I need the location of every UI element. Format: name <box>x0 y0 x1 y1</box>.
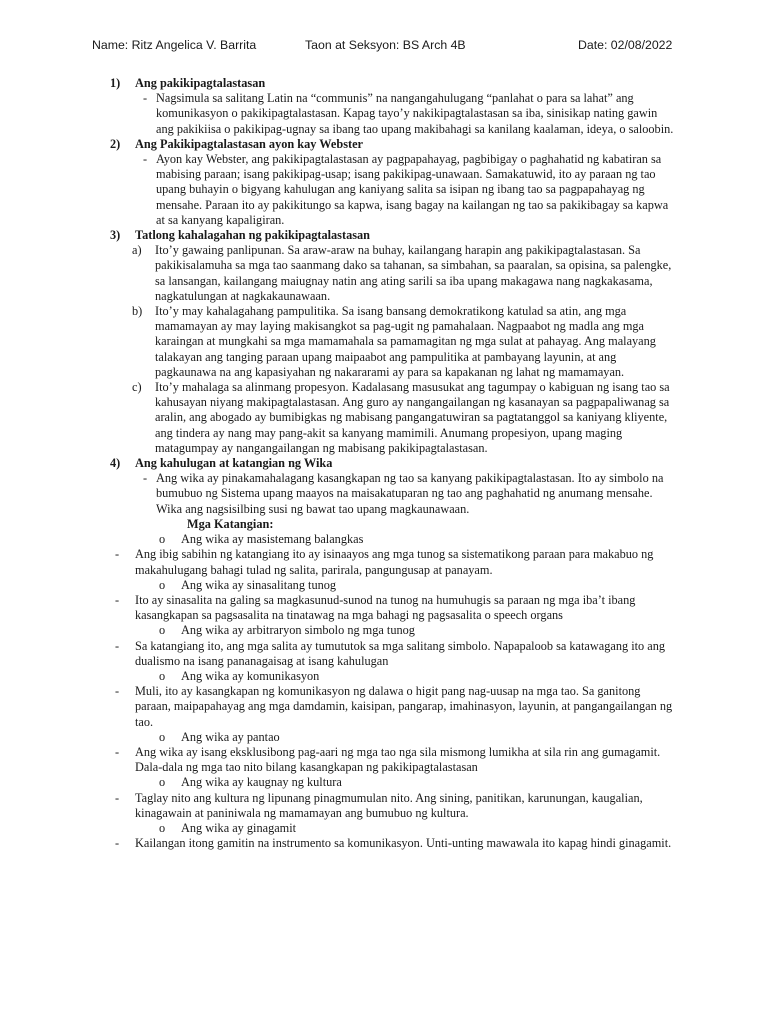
section-paragraph <box>143 471 676 517</box>
item-text: Ito’y may kahalagahang pampulitika. Sa isang bansang demokratikong katulad sa atin, ang mga mamamayan ay may laying makisangkot sa pag-ugit ng pamahalaan. Nagpaabot ng madla ang mga karaingan at mungkahi sa mga mamamahala sa pamamagitan ng mga sulat at pahayag. Ang malayang talakayan ang tanging paraan upang maipaabot ang pampulitika at pambayang layunin, at ang pagkaunawa na ang kapasiyahan ng nakararami ay para sa kapakanan ng lahat ng mamamayan. <box>155 304 656 379</box>
section-heading <box>110 228 768 243</box>
section-heading <box>110 136 768 152</box>
dash-bullet: - <box>143 91 148 106</box>
section-heading <box>110 76 768 91</box>
characteristic-title <box>159 532 676 547</box>
lettered-item <box>132 304 676 380</box>
description-text: Sa katangiang ito, ang mga salita ay tumututok sa mga salitang simbolo. Napapaloob sa katawagang ito ang dualismo na isang pananagaisag at isang kahulugan <box>135 638 666 668</box>
characteristic-text: Ang wika ay sinasalitang tunog <box>181 577 337 592</box>
description-text: Ang wika ay isang eksklusibong pag-aari ng mga tao nga sila mismong lumikha at sila rin ang gumagamit. Dala-dala ng mga tao nito bilang kasangkapan ng pakikipagtalastasan <box>135 744 661 775</box>
section-paragraph <box>143 152 676 228</box>
year-section: Taon at Seksyon: BS Arch 4B <box>305 38 466 52</box>
characteristic-text: Ang wika ay ginagamit <box>181 820 297 835</box>
section-title: Ang kahulugan at katangian ng Wika <box>135 456 333 471</box>
characteristic-title <box>159 577 676 593</box>
characteristic-text: Ang wika ay masistemang balangkas <box>181 532 364 547</box>
item-text: Ito’y mahalaga sa alinmang propesyon. Kadalasang masusukat ang tagumpay o kabiguan ng isang tao sa kahusayan niyang makipagtalastasan. Ang guro ay nangangailangan ng kasanayan sa pagpapaliwanag sa aralin, ang abogado ay bumibigkas ng mabisang pangangatuwiran sa pagtatanggol sa kaniyang kliyente, ang tindera ay nang may pang-akit sa kanyang mamimili. Anumang propesiyon, upang maging matagumpay ay nangangailangan ng mabisang pakikipagtalastasan. <box>155 380 670 455</box>
dash-bullet: - <box>115 744 120 759</box>
dash-bullet: - <box>115 790 120 805</box>
section-heading <box>110 456 768 471</box>
characteristic-title <box>159 775 676 790</box>
characteristic-description <box>115 547 676 577</box>
item-letter: b) <box>132 304 143 319</box>
section-title: Tatlong kahalagahan ng pakikipagtalastasan <box>135 228 370 243</box>
section-title: Ang Pakikipagtalastasan ayon kay Webster <box>135 136 363 151</box>
student-name: Name: Ritz Angelica V. Barrita <box>92 38 257 52</box>
item-letter: c) <box>132 380 142 395</box>
document-header <box>0 38 768 54</box>
characteristic-text: Ang wika ay arbitraryon simbolo ng mga tunog <box>181 623 415 638</box>
characteristic-title <box>159 729 676 745</box>
dash-bullet: - <box>143 471 148 486</box>
section-number: 4) <box>110 456 121 471</box>
subheading <box>156 517 768 532</box>
section-title: Ang pakikipagtalastasan <box>135 76 266 90</box>
lettered-item <box>132 380 676 456</box>
circle-bullet: o <box>159 623 166 638</box>
characteristic-title <box>159 623 676 638</box>
section-number: 2) <box>110 136 121 151</box>
characteristic-description <box>115 638 676 669</box>
description-text: Ito ay sinasalita na galing sa magkasunud-sunod na tunog na humuhugis sa paraan ng mga iba’t ibang kasangkapan sa pagsasalita na tinatawag na mga bahagi ng pagsasalita o speech organs <box>135 592 636 623</box>
characteristic-description <box>115 744 676 775</box>
paragraph-text: Ayon kay Webster, ang pakikipagtalastasan ay pagpapahayag, pagbibigay o paghahatid ng kabatiran sa mabising paraan; isang pakikipag-usap; isang pakikipag-unawaan. Samakatuwid, ito ay paraan ng tao upang buhayin o bigyang kahulugan ang kaniyang salita sa isipan ng ibang tao sa pagpapahayag ng mensahe. Paraan ito ay pakikitungo sa kapwa, isang bagay na kailangan ng tao sa pakikibagay sa kapwa at sa kanyang kapaligiran. <box>156 152 669 227</box>
circle-bullet: o <box>159 532 166 547</box>
document-date: Date: 02/08/2022 <box>578 38 673 52</box>
circle-bullet: o <box>159 668 166 683</box>
item-letter: a) <box>132 243 142 258</box>
dash-bullet: - <box>115 638 120 653</box>
subheading-text: Mga Katangian: <box>187 516 274 531</box>
circle-bullet: o <box>159 820 166 835</box>
characteristic-title <box>159 820 676 836</box>
description-text: Muli, ito ay kasangkapan ng komunikasyon ng dalawa o higit pang nag-uusap na mga tao. Sa ganitong paraan, maipapahayag ang mga damdamin, kaisipan, pangarap, imahinasyon, layunin, at pangangailangan ng tao. <box>135 684 673 729</box>
circle-bullet: o <box>159 775 166 790</box>
characteristic-title <box>159 668 676 684</box>
lettered-item <box>132 243 676 304</box>
section-number: 3) <box>110 228 121 243</box>
description-text: Taglay nito ang kultura ng lipunang pinagmumulan nito. Ang sining, panitikan, karunungan, kaugalian, kinagawain at paniniwala ng mamamayan ang bumubuo ng kultura. <box>135 790 643 820</box>
description-text: Ang ibig sabihin ng katangiang ito ay isinaayos ang mga tunog sa sistematikong paraan para makabuo ng makahulugang bahagi tulad ng salita, parirala, pangungusap at panayam. <box>135 547 654 577</box>
circle-bullet: o <box>159 577 166 592</box>
circle-bullet: o <box>159 729 166 744</box>
section-number: 1) <box>110 76 121 90</box>
characteristic-text: Ang wika ay kaugnay ng kultura <box>181 775 342 790</box>
characteristic-description <box>115 592 676 623</box>
dash-bullet: - <box>115 684 120 699</box>
item-text: Ito’y gawaing panlipunan. Sa araw-araw na buhay, kailangang harapin ang pakikipagtalastasan. Sa pakikisalamuha sa mga tao saanmang dako sa tahanan, sa simbahan, sa paaralan, sa opisina, sa palengke, sa lansangan, kailangang maiugnay natin ang ating sarili sa iba upang makagawa nang nagkakasama, nagkatulungan at nagkakaunawaan. <box>155 243 672 303</box>
dash-bullet: - <box>115 836 120 851</box>
description-text: Kailangan itong gamitin na instrumento sa komunikasyon. Unti-unting mawawala ito kapag hindi ginagamit. <box>135 836 672 851</box>
paragraph-text: Ang wika ay pinakamahalagang kasangkapan ng tao sa kanyang pakikipagtalastasan. Ito ay simbolo na bumubuo ng Sistema upang maayos na maisakatuparan ng tao ang paghahatid ng anumang mensahe. Wika ang nagsisilbing susi ng bawat tao upang magkaunawaan. <box>156 471 664 516</box>
document-body <box>0 76 768 851</box>
characteristic-text: Ang wika ay pantao <box>181 729 280 744</box>
characteristic-description <box>115 684 676 730</box>
characteristic-text: Ang wika ay komunikasyon <box>181 668 320 683</box>
characteristic-description <box>115 836 676 851</box>
paragraph-text: Nagsimula sa salitang Latin na “communis” na nangangahulugang “panlahat o para sa lahat” ang komunikasyon o pakikipagtalastasan. Kapag tayo’y nakikipagtalastasan sa iba, sinisikap nating gawin ang pakikiisa o pakikipag-ugnay sa ibang tao upang makibahagi sa kanilang kaalaman, ideya, o saloobin. <box>156 91 674 136</box>
dash-bullet: - <box>115 592 120 607</box>
characteristic-description <box>115 790 676 821</box>
dash-bullet: - <box>143 152 148 167</box>
dash-bullet: - <box>115 547 120 562</box>
section-paragraph <box>143 91 676 137</box>
